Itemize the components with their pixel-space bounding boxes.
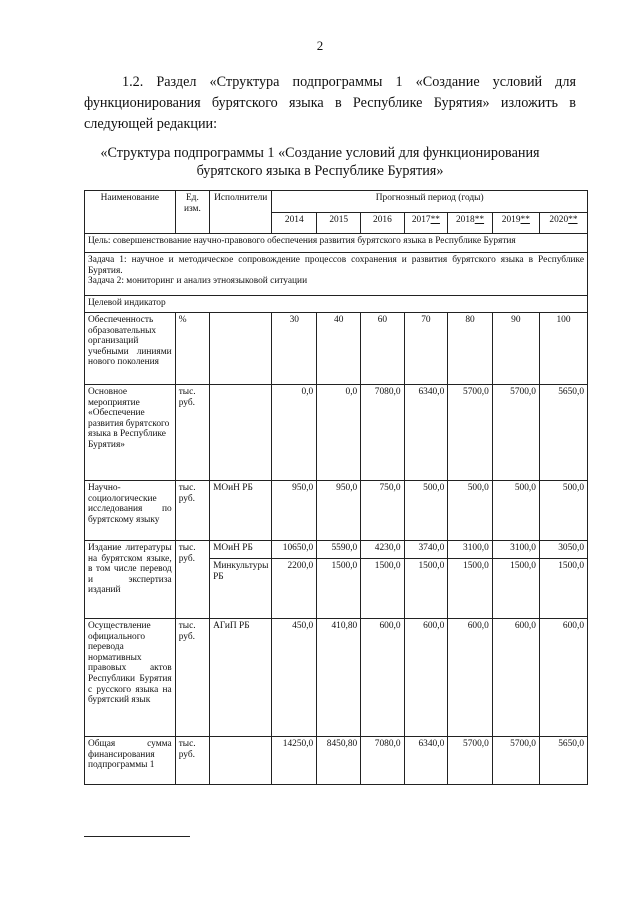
- col-header-unit: Ед. изм.: [175, 191, 209, 234]
- value-cell: 410,80: [317, 619, 361, 737]
- value-cell: 8450,80: [317, 737, 361, 785]
- tasks-text: Задача 1: научное и методическое сопровождение процессов сохранения и развития бурятского языка в Республике Бурятия. Задача 2: мониторинг и анализ этноязыковой ситуации: [85, 253, 588, 296]
- row-executor: МОиН РБ: [210, 541, 272, 559]
- row-name: Издание литературы на бурятском языке, в том числе перевод и экспертиза изданий: [85, 541, 176, 619]
- total-row: [85, 737, 588, 785]
- row-unit: тыс. руб.: [175, 481, 209, 541]
- value-cell: 5700,0: [492, 385, 539, 481]
- value-cell: 1500,0: [492, 559, 539, 619]
- value-cell: 500,0: [448, 481, 493, 541]
- row-name: Научно-социологические исследования по бурятскому языку: [85, 481, 176, 541]
- value-cell: 0,0: [272, 385, 317, 481]
- intro-paragraph: 1.2. Раздел «Структура подпрограммы 1 «Создание условий для функционирования бурятского языка в Республике Бурятия» изложить в следующей редакции:: [84, 74, 576, 132]
- row-executor: [210, 385, 272, 481]
- year-header: 2017**: [404, 212, 448, 234]
- value-cell: 950,0: [272, 481, 317, 541]
- table-row: [85, 541, 588, 559]
- row-unit: тыс. руб.: [175, 541, 209, 619]
- col-header-name: Наименование: [85, 191, 176, 234]
- row-name: Основное мероприятие «Обеспечение развития бурятского языка в Республике Бурятия»: [85, 385, 176, 481]
- value-cell: 3100,0: [492, 541, 539, 559]
- table-row: [85, 481, 588, 541]
- table-row: [85, 313, 588, 385]
- row-unit: тыс. руб.: [175, 737, 209, 785]
- row-unit: тыс. руб.: [175, 619, 209, 737]
- col-header-period: Прогнозный период (годы): [272, 191, 588, 213]
- value-cell: 2200,0: [272, 559, 317, 619]
- value-cell: 10650,0: [272, 541, 317, 559]
- row-executor: [210, 313, 272, 385]
- value-cell: 30: [272, 313, 317, 385]
- value-cell: 7080,0: [361, 737, 404, 785]
- value-cell: 80: [448, 313, 493, 385]
- year-header: 2016: [361, 212, 404, 234]
- footnote-divider: [84, 836, 190, 837]
- value-cell: 5590,0: [317, 541, 361, 559]
- col-header-executor: Исполнители: [210, 191, 272, 234]
- value-cell: 600,0: [404, 619, 448, 737]
- value-cell: 1500,0: [539, 559, 587, 619]
- value-cell: 1500,0: [404, 559, 448, 619]
- value-cell: 14250,0: [272, 737, 317, 785]
- value-cell: 5650,0: [539, 737, 587, 785]
- value-cell: 6340,0: [404, 737, 448, 785]
- row-name: Обеспеченность образовательных организаций учебными линиями нового поколения: [85, 313, 176, 385]
- value-cell: 600,0: [448, 619, 493, 737]
- value-cell: 500,0: [492, 481, 539, 541]
- tasks-row: [85, 253, 588, 296]
- row-unit: %: [175, 313, 209, 385]
- goal-row: [85, 234, 588, 253]
- value-cell: 600,0: [492, 619, 539, 737]
- value-cell: 500,0: [404, 481, 448, 541]
- section-heading: «Структура подпрограммы 1 «Создание условий для функционирования бурятского языка в Республике Бурятия»: [100, 145, 540, 179]
- value-cell: 90: [492, 313, 539, 385]
- value-cell: 60: [361, 313, 404, 385]
- value-cell: 5700,0: [448, 385, 493, 481]
- year-header: 2019**: [492, 212, 539, 234]
- value-cell: 600,0: [361, 619, 404, 737]
- subprogram-structure-table: [84, 190, 588, 785]
- value-cell: 600,0: [539, 619, 587, 737]
- row-unit: тыс. руб.: [175, 385, 209, 481]
- value-cell: 5700,0: [448, 737, 493, 785]
- goal-text: Цель: совершенствование научно-правового обеспечения развития бурятского языка в Республике Бурятия: [85, 234, 588, 253]
- value-cell: 3100,0: [448, 541, 493, 559]
- year-header: 2014: [272, 212, 317, 234]
- indicator-header-row: [85, 296, 588, 313]
- value-cell: 4230,0: [361, 541, 404, 559]
- value-cell: 5650,0: [539, 385, 587, 481]
- table-row: [85, 385, 588, 481]
- year-header: 2015: [317, 212, 361, 234]
- page-number: 2: [316, 38, 324, 53]
- row-name: Общая сумма финансирования подпрограммы 1: [85, 737, 176, 785]
- value-cell: 1500,0: [448, 559, 493, 619]
- value-cell: 1500,0: [317, 559, 361, 619]
- value-cell: 500,0: [539, 481, 587, 541]
- value-cell: 100: [539, 313, 587, 385]
- value-cell: 750,0: [361, 481, 404, 541]
- value-cell: 3050,0: [539, 541, 587, 559]
- year-header: 2020**: [539, 212, 587, 234]
- header-row: [85, 191, 588, 213]
- row-executor: МОиН РБ: [210, 481, 272, 541]
- indicator-header: Целевой индикатор: [85, 296, 588, 313]
- value-cell: 950,0: [317, 481, 361, 541]
- value-cell: 5700,0: [492, 737, 539, 785]
- table-row: [85, 619, 588, 737]
- value-cell: 1500,0: [361, 559, 404, 619]
- value-cell: 3740,0: [404, 541, 448, 559]
- value-cell: 6340,0: [404, 385, 448, 481]
- row-executor: АГиП РБ: [210, 619, 272, 737]
- value-cell: 40: [317, 313, 361, 385]
- year-header: 2018**: [448, 212, 493, 234]
- row-executor: Минкультуры РБ: [210, 559, 272, 619]
- row-name: Осуществление официального перевода нормативных правовых актов Республики Бурятия с русского языка на бурятский язык: [85, 619, 176, 737]
- value-cell: 0,0: [317, 385, 361, 481]
- value-cell: 450,0: [272, 619, 317, 737]
- value-cell: 7080,0: [361, 385, 404, 481]
- value-cell: 70: [404, 313, 448, 385]
- row-executor: [210, 737, 272, 785]
